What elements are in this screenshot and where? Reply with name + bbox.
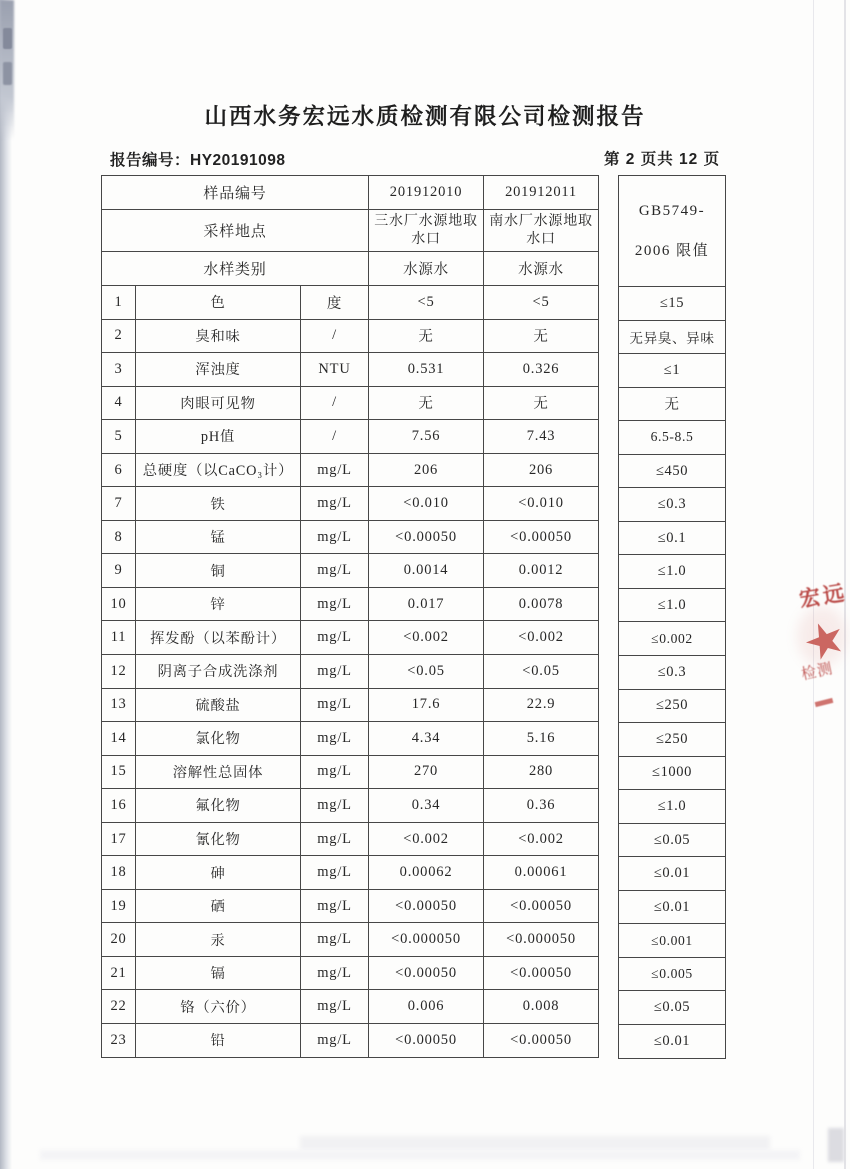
limit-value: ≤0.05 [619, 823, 726, 857]
param-unit: mg/L [301, 923, 369, 957]
sample-id-1: 201912010 [369, 176, 484, 210]
value-sample-2: 0.326 [484, 353, 599, 387]
row-number: 8 [102, 520, 136, 554]
value-sample-1: <5 [369, 286, 484, 320]
param-name: 铜 [136, 554, 301, 588]
limit-value: ≤0.002 [619, 622, 726, 656]
report-number-label: 报告编号： [110, 152, 191, 169]
row-number: 17 [102, 822, 136, 856]
table-row [102, 386, 599, 420]
param-unit: mg/L [301, 722, 369, 756]
value-sample-2: 无 [484, 386, 599, 420]
table-row [102, 923, 599, 957]
scan-mark-top-left-2 [3, 62, 12, 85]
report-number-line [110, 148, 286, 170]
water-category-2: 水源水 [484, 252, 599, 286]
limit-value: ≤1.0 [619, 790, 726, 824]
value-sample-2: <0.00050 [484, 956, 599, 990]
limit-header-row [619, 176, 726, 287]
limit-header [619, 176, 726, 287]
value-sample-2: 5.16 [484, 722, 599, 756]
value-sample-1: <0.002 [369, 621, 484, 655]
value-sample-1: 0.017 [369, 587, 484, 621]
row-number: 13 [102, 688, 136, 722]
value-sample-2: 206 [484, 453, 599, 487]
limit-value: ≤0.01 [619, 1025, 726, 1059]
table-row [102, 822, 599, 856]
param-name: 锰 [136, 520, 301, 554]
param-name: 色 [136, 286, 301, 320]
limit-value: 无 [619, 387, 726, 421]
param-unit: mg/L [301, 554, 369, 588]
limit-row [619, 1025, 726, 1059]
sampling-location-1: 三水厂水源地取水口 [369, 210, 484, 252]
param-unit: mg/L [301, 587, 369, 621]
row-number: 4 [102, 386, 136, 420]
value-sample-1: 无 [369, 386, 484, 420]
param-unit: 度 [301, 286, 369, 320]
limit-value: ≤0.3 [619, 656, 726, 690]
param-unit: mg/L [301, 822, 369, 856]
page-title: 山西水务宏远水质检测有限公司检测报告 [204, 104, 646, 129]
scan-bottom-streak-2 [40, 1150, 800, 1160]
report-number-value: HY20191098 [190, 152, 286, 169]
limit-value: ≤1 [619, 354, 726, 388]
sampling-location-2: 南水厂水源地取水口 [484, 210, 599, 252]
value-sample-1: 0.531 [369, 353, 484, 387]
param-unit: mg/L [301, 621, 369, 655]
value-sample-2: <0.002 [484, 822, 599, 856]
param-unit: mg/L [301, 487, 369, 521]
value-sample-1: 0.34 [369, 789, 484, 823]
limit-row [619, 756, 726, 790]
value-sample-2: 7.43 [484, 420, 599, 454]
value-sample-2: 0.36 [484, 789, 599, 823]
value-sample-2: 0.0012 [484, 554, 599, 588]
param-name: 硒 [136, 889, 301, 923]
value-sample-2: <0.00050 [484, 520, 599, 554]
value-sample-1: <0.010 [369, 487, 484, 521]
seal-text-top: 宏远 [797, 580, 849, 612]
param-unit: mg/L [301, 453, 369, 487]
value-sample-1: 270 [369, 755, 484, 789]
param-unit: mg/L [301, 1024, 369, 1058]
param-unit: NTU [301, 353, 369, 387]
value-sample-2: <0.05 [484, 655, 599, 689]
param-unit: mg/L [301, 655, 369, 689]
value-sample-1: 无 [369, 319, 484, 353]
header-row-sample-id [102, 176, 599, 210]
limit-table [618, 175, 726, 1059]
param-name: 阴离子合成洗涤剂 [136, 655, 301, 689]
scan-mark-top-left-1 [3, 28, 12, 49]
table-row [102, 487, 599, 521]
results-table-body [102, 286, 599, 1058]
table-row [102, 420, 599, 454]
limit-value: ≤1000 [619, 756, 726, 790]
value-sample-2: <0.000050 [484, 923, 599, 957]
header-row-category [102, 252, 599, 286]
value-sample-1: 0.00062 [369, 856, 484, 890]
param-name: 镉 [136, 956, 301, 990]
limit-value: 无异臭、异味 [619, 320, 726, 354]
limit-header-line1: GB5749- [638, 203, 706, 219]
row-number: 21 [102, 956, 136, 990]
limit-value: ≤0.005 [619, 957, 726, 991]
limit-row [619, 857, 726, 891]
limit-row [619, 588, 726, 622]
table-row [102, 655, 599, 689]
param-name: 铁 [136, 487, 301, 521]
table-row [102, 956, 599, 990]
row-number: 10 [102, 587, 136, 621]
table-row [102, 789, 599, 823]
table-row [102, 587, 599, 621]
value-sample-2: <0.010 [484, 487, 599, 521]
limit-value: ≤0.001 [619, 924, 726, 958]
param-unit: mg/L [301, 856, 369, 890]
limit-row [619, 823, 726, 857]
param-name: 硫酸盐 [136, 688, 301, 722]
row-number: 9 [102, 554, 136, 588]
table-row [102, 453, 599, 487]
value-sample-2: 0.00061 [484, 856, 599, 890]
company-seal [797, 576, 850, 714]
param-unit: mg/L [301, 688, 369, 722]
table-row [102, 688, 599, 722]
value-sample-2: 280 [484, 755, 599, 789]
value-sample-1: <0.002 [369, 822, 484, 856]
limit-row [619, 656, 726, 690]
param-unit: / [301, 420, 369, 454]
value-sample-2: <5 [484, 286, 599, 320]
value-sample-1: 4.34 [369, 722, 484, 756]
value-sample-1: <0.000050 [369, 923, 484, 957]
limit-value: ≤15 [619, 287, 726, 321]
param-name: 砷 [136, 856, 301, 890]
value-sample-1: <0.05 [369, 655, 484, 689]
param-name: 臭和味 [136, 319, 301, 353]
table-row [102, 722, 599, 756]
value-sample-2: <0.00050 [484, 889, 599, 923]
param-name: 氰化物 [136, 822, 301, 856]
limit-row [619, 622, 726, 656]
limit-row [619, 890, 726, 924]
value-sample-1: 0.0014 [369, 554, 484, 588]
limit-value: ≤0.01 [619, 857, 726, 891]
value-sample-1: <0.00050 [369, 1024, 484, 1058]
limit-row [619, 287, 726, 321]
row-number: 22 [102, 990, 136, 1024]
table-row [102, 856, 599, 890]
limit-value: ≤0.3 [619, 488, 726, 522]
value-sample-1: 0.006 [369, 990, 484, 1024]
limit-value: ≤250 [619, 689, 726, 723]
row-number: 12 [102, 655, 136, 689]
row-number: 7 [102, 487, 136, 521]
value-sample-2: 0.0078 [484, 587, 599, 621]
limit-value: ≤250 [619, 723, 726, 757]
param-name: 汞 [136, 923, 301, 957]
table-row [102, 286, 599, 320]
limit-header-line2: 2006 限值 [634, 243, 710, 259]
param-name: 氯化物 [136, 722, 301, 756]
water-category-1: 水源水 [369, 252, 484, 286]
row-number: 5 [102, 420, 136, 454]
limit-row [619, 723, 726, 757]
limit-row [619, 957, 726, 991]
value-sample-1: 17.6 [369, 688, 484, 722]
limit-value: 6.5-8.5 [619, 421, 726, 455]
row-number: 14 [102, 722, 136, 756]
param-name: 铬（六价） [136, 990, 301, 1024]
param-unit: mg/L [301, 789, 369, 823]
limit-value: ≤0.1 [619, 521, 726, 555]
limit-row [619, 354, 726, 388]
param-unit: / [301, 386, 369, 420]
value-sample-1: 206 [369, 453, 484, 487]
page-indicator: 第 2 页共 12 页 [604, 151, 721, 168]
value-sample-2: 22.9 [484, 688, 599, 722]
sample-id-2: 201912011 [484, 176, 599, 210]
limit-row [619, 689, 726, 723]
param-name: 溶解性总固体 [136, 755, 301, 789]
scan-edge-left [0, 0, 12, 1169]
row-number: 2 [102, 319, 136, 353]
param-name: 总硬度（以CaCO₃计） [136, 453, 301, 487]
row-number: 19 [102, 889, 136, 923]
results-table [101, 175, 599, 1058]
limit-value: ≤1.0 [619, 555, 726, 589]
param-unit: mg/L [301, 755, 369, 789]
limit-row [619, 488, 726, 522]
limit-row [619, 521, 726, 555]
limit-value: ≤0.01 [619, 890, 726, 924]
limit-value: ≤1.0 [619, 588, 726, 622]
table-row [102, 990, 599, 1024]
param-name: 氟化物 [136, 789, 301, 823]
param-unit: mg/L [301, 520, 369, 554]
seal-dash [815, 698, 834, 707]
value-sample-1: 7.56 [369, 420, 484, 454]
table-row [102, 520, 599, 554]
value-sample-2: <0.002 [484, 621, 599, 655]
value-sample-1: <0.00050 [369, 889, 484, 923]
limit-row [619, 555, 726, 589]
limit-row [619, 320, 726, 354]
limit-row [619, 790, 726, 824]
limit-table-body [619, 287, 726, 1059]
param-name: 挥发酚（以苯酚计） [136, 621, 301, 655]
row-number: 3 [102, 353, 136, 387]
table-row [102, 319, 599, 353]
param-name: pH值 [136, 420, 301, 454]
value-sample-1: <0.00050 [369, 520, 484, 554]
param-unit: mg/L [301, 956, 369, 990]
limit-value: ≤0.05 [619, 991, 726, 1025]
header-row-location [102, 210, 599, 252]
scan-corner-bottom-right [828, 1128, 844, 1162]
limit-row [619, 454, 726, 488]
table-row [102, 621, 599, 655]
sampling-location-label: 采样地点 [102, 210, 369, 252]
param-unit: / [301, 319, 369, 353]
param-unit: mg/L [301, 990, 369, 1024]
value-sample-1: <0.00050 [369, 956, 484, 990]
param-name: 肉眼可见物 [136, 386, 301, 420]
table-row [102, 353, 599, 387]
row-number: 1 [102, 286, 136, 320]
water-category-label: 水样类别 [102, 252, 369, 286]
row-number: 18 [102, 856, 136, 890]
table-row [102, 554, 599, 588]
limit-row [619, 387, 726, 421]
value-sample-2: 0.008 [484, 990, 599, 1024]
row-number: 20 [102, 923, 136, 957]
row-number: 6 [102, 453, 136, 487]
sample-id-label: 样品编号 [102, 176, 369, 210]
scan-bottom-streak-1 [300, 1136, 770, 1150]
table-row [102, 755, 599, 789]
row-number: 23 [102, 1024, 136, 1058]
value-sample-2: <0.00050 [484, 1024, 599, 1058]
value-sample-2: 无 [484, 319, 599, 353]
param-unit: mg/L [301, 889, 369, 923]
table-row [102, 889, 599, 923]
limit-row [619, 991, 726, 1025]
limit-row [619, 421, 726, 455]
row-number: 11 [102, 621, 136, 655]
seal-text-bottom: 检测 [799, 660, 835, 684]
param-name: 锌 [136, 587, 301, 621]
limit-row [619, 924, 726, 958]
limit-value: ≤450 [619, 454, 726, 488]
param-name: 铅 [136, 1024, 301, 1058]
table-row [102, 1024, 599, 1058]
row-number: 15 [102, 755, 136, 789]
row-number: 16 [102, 789, 136, 823]
param-name: 浑浊度 [136, 353, 301, 387]
